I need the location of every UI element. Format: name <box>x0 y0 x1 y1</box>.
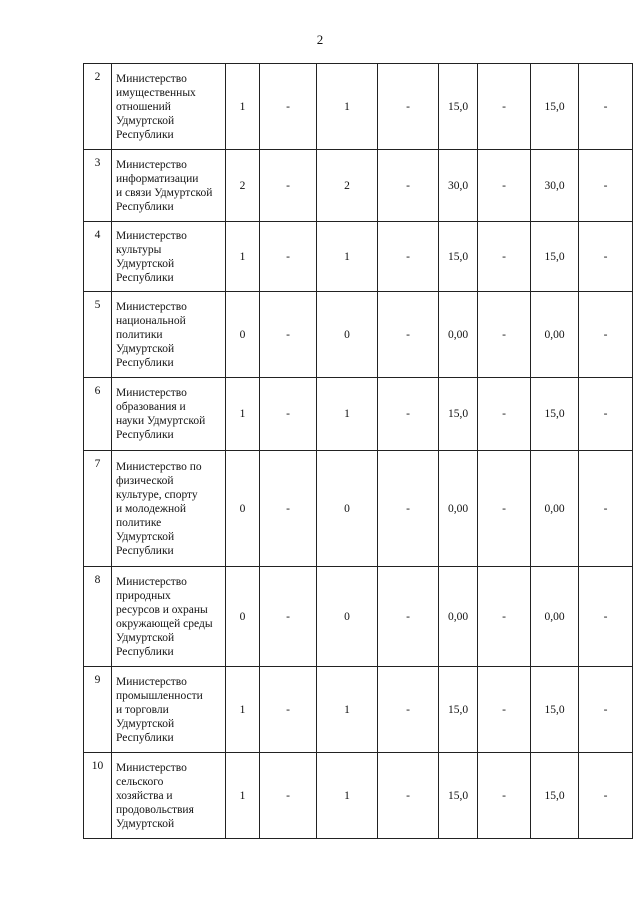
cell-value: - <box>579 667 633 753</box>
cell-value: - <box>260 567 317 667</box>
row-number: 5 <box>84 292 112 378</box>
cell-value: - <box>579 567 633 667</box>
cell-value: - <box>478 222 531 292</box>
cell-value: - <box>579 64 633 150</box>
cell-value: - <box>260 378 317 451</box>
cell-value: 2 <box>226 150 260 222</box>
cell-value: - <box>260 64 317 150</box>
cell-value: 15,0 <box>531 222 579 292</box>
table-row <box>84 567 633 667</box>
ministry-name: Министерство промышленности и торговли Удмуртской Республики <box>112 667 226 753</box>
cell-value: 0,00 <box>531 567 579 667</box>
cell-value: 0 <box>317 292 378 378</box>
cell-value: 0 <box>226 567 260 667</box>
cell-value: 15,0 <box>439 222 478 292</box>
row-number: 3 <box>84 150 112 222</box>
cell-value: 30,0 <box>439 150 478 222</box>
cell-value: - <box>260 753 317 839</box>
cell-value: 1 <box>317 667 378 753</box>
table-row <box>84 292 633 378</box>
cell-value: 1 <box>317 64 378 150</box>
ministry-name: Министерство культуры Удмуртской Республики <box>112 222 226 292</box>
row-number: 10 <box>84 753 112 839</box>
cell-value: - <box>579 292 633 378</box>
cell-value: - <box>378 292 439 378</box>
cell-value: 2 <box>317 150 378 222</box>
cell-value: - <box>260 667 317 753</box>
cell-value: 15,0 <box>439 667 478 753</box>
cell-value: 0,00 <box>439 567 478 667</box>
table-row <box>84 667 633 753</box>
row-number: 9 <box>84 667 112 753</box>
ministry-name: Министерство национальной политики Удмуртской Республики <box>112 292 226 378</box>
cell-value: - <box>579 753 633 839</box>
cell-value: - <box>478 451 531 567</box>
page-number: 2 <box>316 32 324 47</box>
cell-value: - <box>579 451 633 567</box>
cell-value: - <box>478 753 531 839</box>
cell-value: 1 <box>317 753 378 839</box>
table-row <box>84 451 633 567</box>
table-row <box>84 378 633 451</box>
row-number: 2 <box>84 64 112 150</box>
ministry-name: Министерство по физической культуре, спорту и молодежной политике Удмуртской Республики <box>112 451 226 567</box>
ministries-table <box>83 63 633 839</box>
row-number: 8 <box>84 567 112 667</box>
cell-value: 15,0 <box>439 378 478 451</box>
ministry-name: Министерство имущественных отношений Удмуртской Республики <box>112 64 226 150</box>
cell-value: 0 <box>226 292 260 378</box>
cell-value: - <box>260 222 317 292</box>
cell-value: - <box>378 753 439 839</box>
cell-value: 1 <box>317 378 378 451</box>
cell-value: 0,00 <box>531 292 579 378</box>
table-row <box>84 753 633 839</box>
row-number: 7 <box>84 451 112 567</box>
cell-value: 1 <box>226 753 260 839</box>
table-row <box>84 64 633 150</box>
cell-value: 0,00 <box>439 292 478 378</box>
cell-value: - <box>478 64 531 150</box>
cell-value: - <box>478 567 531 667</box>
cell-value: - <box>260 150 317 222</box>
cell-value: 15,0 <box>439 753 478 839</box>
cell-value: - <box>378 150 439 222</box>
cell-value: 0 <box>226 451 260 567</box>
cell-value: 15,0 <box>531 378 579 451</box>
cell-value: 15,0 <box>439 64 478 150</box>
cell-value: 0,00 <box>439 451 478 567</box>
cell-value: - <box>478 667 531 753</box>
cell-value: 1 <box>317 222 378 292</box>
cell-value: - <box>579 378 633 451</box>
cell-value: - <box>260 451 317 567</box>
table-row <box>84 150 633 222</box>
cell-value: 1 <box>226 378 260 451</box>
cell-value: 0 <box>317 451 378 567</box>
cell-value: - <box>378 378 439 451</box>
cell-value: 1 <box>226 222 260 292</box>
cell-value: - <box>378 64 439 150</box>
cell-value: - <box>378 222 439 292</box>
cell-value: 30,0 <box>531 150 579 222</box>
cell-value: 0,00 <box>531 451 579 567</box>
row-number: 4 <box>84 222 112 292</box>
cell-value: - <box>478 378 531 451</box>
cell-value: - <box>378 567 439 667</box>
cell-value: - <box>579 222 633 292</box>
table-row <box>84 222 633 292</box>
ministry-name: Министерство сельского хозяйства и продовольствия Удмуртской <box>112 753 226 839</box>
cell-value: 1 <box>226 667 260 753</box>
cell-value: 15,0 <box>531 64 579 150</box>
cell-value: 15,0 <box>531 753 579 839</box>
ministry-name: Министерство образования и науки Удмуртской Республики <box>112 378 226 451</box>
cell-value: - <box>378 667 439 753</box>
ministry-name: Министерство информатизации и связи Удмуртской Республики <box>112 150 226 222</box>
ministry-name: Министерство природных ресурсов и охраны окружающей среды Удмуртской Республики <box>112 567 226 667</box>
cell-value: 15,0 <box>531 667 579 753</box>
cell-value: 0 <box>317 567 378 667</box>
cell-value: - <box>378 451 439 567</box>
cell-value: - <box>478 292 531 378</box>
cell-value: - <box>579 150 633 222</box>
row-number: 6 <box>84 378 112 451</box>
cell-value: 1 <box>226 64 260 150</box>
cell-value: - <box>478 150 531 222</box>
cell-value: - <box>260 292 317 378</box>
